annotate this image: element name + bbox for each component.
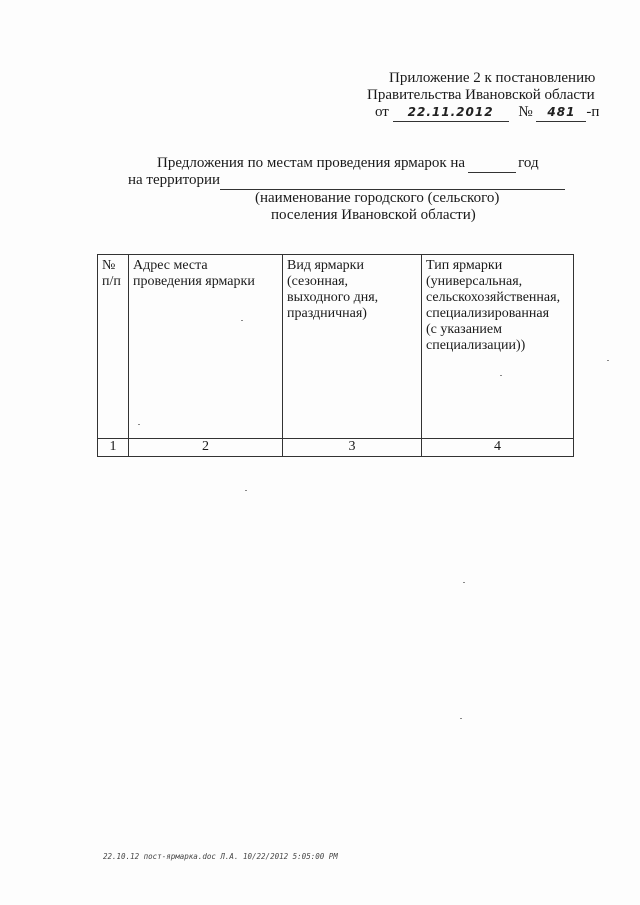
table-header-row xyxy=(98,255,574,439)
header-line: сельскохозяйственная, xyxy=(426,290,561,305)
header-line: (сезонная, xyxy=(287,274,349,289)
header-line: № xyxy=(102,258,116,273)
caption-line-1: (наименование городского (сельского) xyxy=(255,190,500,206)
fairs-table xyxy=(97,254,574,457)
territory-blank xyxy=(220,172,565,190)
scan-speck xyxy=(607,360,609,361)
header-line: Адрес места xyxy=(133,258,208,273)
title-line-2 xyxy=(128,172,565,190)
from-label: от xyxy=(375,104,389,120)
column-number: 3 xyxy=(283,439,422,457)
decree-date: 22.11.2012 xyxy=(407,105,494,119)
title-text: Предложения по местам проведения ярмарок на xyxy=(157,155,466,171)
decree-suffix: -п xyxy=(586,104,600,120)
header-line: праздничная) xyxy=(287,306,367,321)
column-number: 4 xyxy=(422,439,574,457)
appendix-line-1: Приложение 2 к постановлению xyxy=(389,70,596,86)
scan-speck xyxy=(460,718,462,719)
year-label: год xyxy=(518,155,539,171)
header-line: специализированная xyxy=(426,306,550,321)
column-header-kind xyxy=(283,255,422,439)
column-header-address xyxy=(129,255,283,439)
caption-line-2: поселения Ивановской области) xyxy=(271,207,476,223)
scan-speck xyxy=(245,490,247,491)
appendix-reference xyxy=(375,104,599,122)
header-line: выходного дня, xyxy=(287,290,379,305)
decree-number: 481 xyxy=(547,105,576,119)
scan-speck xyxy=(241,320,243,321)
column-number-row xyxy=(98,439,574,457)
title-line-1 xyxy=(157,155,539,173)
column-number: 1 xyxy=(98,439,129,457)
scan-speck xyxy=(138,424,140,425)
column-header-type xyxy=(422,255,574,439)
column-header-number xyxy=(98,255,129,439)
appendix-line-2: Правительства Ивановской области xyxy=(367,87,595,103)
column-number: 2 xyxy=(129,439,283,457)
decree-date-field xyxy=(393,104,509,122)
header-line: (с указанием xyxy=(426,322,502,337)
header-line: (универсальная, xyxy=(426,274,523,289)
number-label: № xyxy=(518,104,533,120)
header-line: п/п xyxy=(102,274,121,289)
header-line: проведения ярмарки xyxy=(133,274,255,289)
header-line: Вид ярмарки xyxy=(287,258,364,273)
territory-label: на территории xyxy=(128,172,221,188)
scan-speck xyxy=(500,375,502,376)
file-footer: 22.10.12 пост-ярмарка.doc Л.А. 10/22/2012 5:05:00 PM xyxy=(103,852,338,861)
year-blank xyxy=(468,155,516,173)
header-line: специализации)) xyxy=(426,338,526,353)
header-line: Тип ярмарки xyxy=(426,258,503,273)
scan-speck xyxy=(463,582,465,583)
decree-number-field xyxy=(536,104,586,122)
